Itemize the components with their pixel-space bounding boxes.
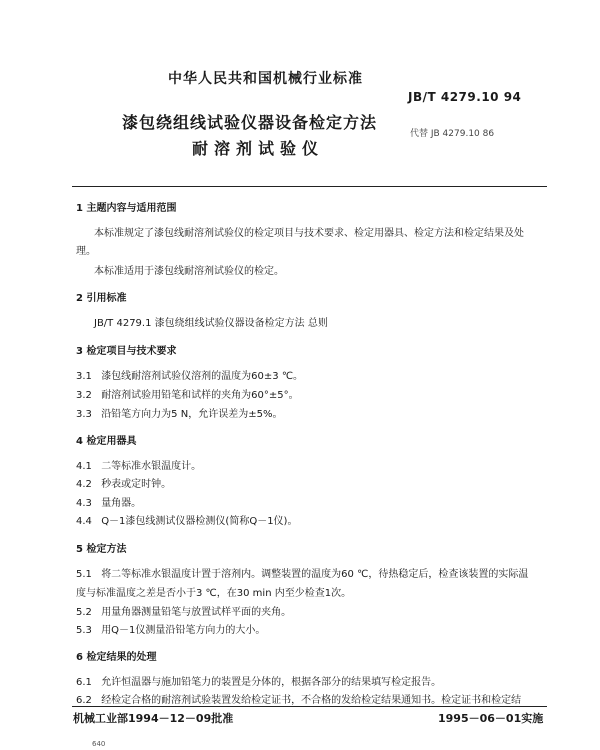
page-number: 640 (92, 740, 106, 748)
section-1-paragraph-2: 本标准适用于漆包线耐溶剂试验仪的检定。 (94, 266, 284, 277)
clause-6-1: 6.1 允许恒温器与施加铅笔力的装置是分体的，根据各部分的结果填写检定报告。 (76, 677, 442, 688)
clause-4-3: 4.3 量角器。 (76, 498, 142, 509)
clause-5-1-continued: 度与标准温度之差是否小于3 ℃，在30 min 内至少检查1次。 (76, 588, 352, 599)
clause-5-1: 5.1 将二等标准水银温度计置于溶剂内。调整装置的温度为60 ℃，待热稳定后，检查该装置的实际温 (76, 569, 529, 580)
clause-5-3: 5.3 用Q－1仪测量沿铅笔方向力的大小。 (76, 625, 266, 636)
approval-date: 机械工业部1994－12－09批准 (73, 712, 234, 725)
document-title-line2: 耐溶剂试验仪 (192, 139, 325, 158)
section-5-title: 5 检定方法 (76, 544, 127, 555)
section-1-paragraph-1-continued: 理。 (76, 246, 96, 257)
clause-4-1: 4.1 二等标准水银温度计。 (76, 461, 202, 472)
section-6-title: 6 检定结果的处理 (76, 652, 157, 663)
section-2-title: 2 引用标准 (76, 293, 127, 304)
section-4-title: 4 检定用器具 (76, 436, 137, 447)
clause-3-1: 3.1 漆包线耐溶剂试验仪溶剂的温度为60±3 ℃。 (76, 371, 304, 382)
standard-number: JB/T 4279.10 94 (408, 90, 522, 104)
section-3-title: 3 检定项目与技术要求 (76, 346, 177, 357)
header-divider (72, 186, 547, 187)
clause-4-4: 4.4 Q－1漆包线测试仪器检测仪(简称Q－1仪)。 (76, 516, 298, 527)
replaces-standard: 代替 JB 4279.10 86 (410, 129, 495, 139)
clause-3-3: 3.3 沿铅笔方向力为5 N，允许误差为±5%。 (76, 409, 283, 420)
section-1-paragraph-1: 本标准规定了漆包线耐溶剂试验仪的检定项目与技术要求、检定用器具、检定方法和检定结果及处 (94, 228, 524, 239)
clause-5-2: 5.2 用量角器测量铅笔与放置试样平面的夹角。 (76, 607, 292, 618)
document-title-line1: 漆包绕组线试验仪器设备检定方法 (122, 113, 378, 132)
footer-divider (72, 706, 547, 707)
clause-6-2: 6.2 经检定合格的耐溶剂试验装置发给检定证书，不合格的发给检定结果通知书。检定证书和检定结 (76, 695, 522, 706)
effective-date: 1995－06－01实施 (438, 712, 544, 725)
reference-standard: JB/T 4279.1 漆包绕组线试验仪器设备检定方法 总则 (94, 318, 328, 329)
clause-4-2: 4.2 秒表或定时钟。 (76, 479, 172, 490)
standard-org-header: 中华人民共和国机械行业标准 (168, 71, 363, 87)
clause-3-2: 3.2 耐溶剂试验用铅笔和试样的夹角为60°±5°。 (76, 390, 299, 401)
section-1-title: 1 主题内容与适用范围 (76, 203, 177, 214)
